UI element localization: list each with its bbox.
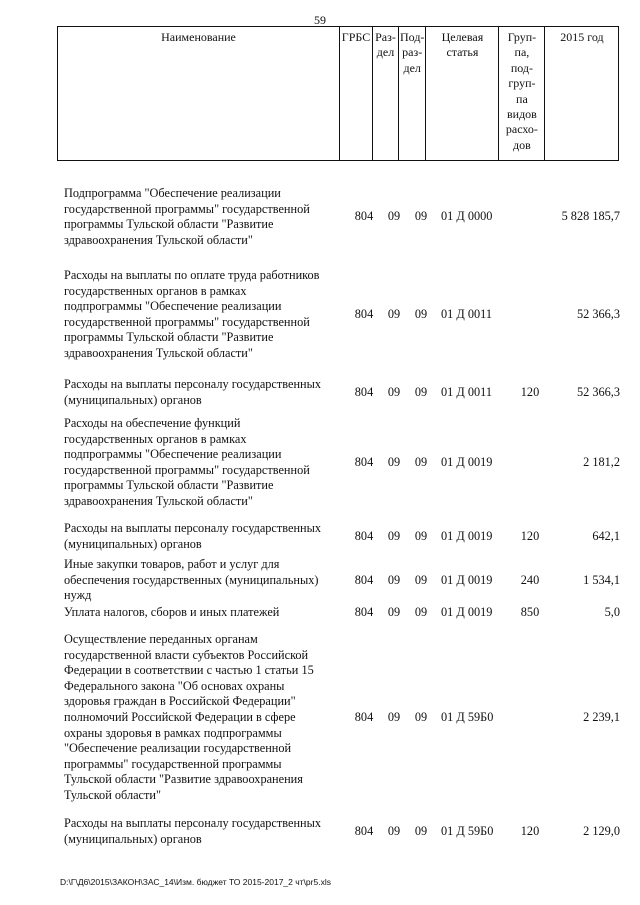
cell-amount-2015: 5 828 185,7 bbox=[561, 209, 620, 223]
cell-name-line: программы Тульской области "Развитие bbox=[64, 330, 274, 345]
cell-razdel: 09 bbox=[387, 209, 401, 223]
cell-name-line: программы" государственной программы bbox=[64, 756, 282, 771]
cell-podrazdel: 09 bbox=[414, 307, 428, 321]
cell-grbs: 804 bbox=[354, 209, 374, 223]
cell-razdel: 09 bbox=[387, 385, 401, 399]
cell-grbs: 804 bbox=[354, 824, 374, 838]
cell-target-article: 01 Д 0019 bbox=[441, 455, 493, 469]
cell-name-line: государственных органов в рамках bbox=[64, 431, 247, 446]
cell-name-line: Расходы на выплаты по оплате труда работников bbox=[64, 268, 320, 282]
cell-target-article: 01 Д 0019 bbox=[441, 573, 493, 587]
cell-expense-group: 850 bbox=[520, 605, 540, 619]
cell-name-line: государственной программы" государственной bbox=[64, 201, 310, 216]
cell-grbs: 804 bbox=[354, 529, 374, 543]
cell-podrazdel: 09 bbox=[414, 385, 428, 399]
cell-target-article: 01 Д 0011 bbox=[441, 307, 492, 321]
cell-name-line: здравоохранения Тульской области" bbox=[64, 493, 253, 508]
cell-amount-2015: 5,0 bbox=[604, 605, 620, 619]
cell-razdel: 09 bbox=[387, 824, 401, 838]
page-number: 59 bbox=[314, 13, 326, 27]
cell-target-article: 01 Д 59Б0 bbox=[441, 824, 494, 838]
header-group-line: расхо- bbox=[505, 122, 538, 137]
cell-amount-2015: 2 239,1 bbox=[583, 710, 620, 724]
cell-amount-2015: 642,1 bbox=[592, 529, 620, 543]
cell-podrazdel: 09 bbox=[414, 710, 428, 724]
header-group-line: под- bbox=[510, 60, 534, 75]
cell-razdel: 09 bbox=[387, 573, 401, 587]
cell-name bbox=[64, 416, 342, 510]
header-group-line: видов bbox=[506, 107, 537, 122]
cell-amount-2015: 2 129,0 bbox=[583, 824, 620, 838]
cell-name-line: государственных органов в рамках bbox=[64, 283, 247, 298]
cell-razdel: 09 bbox=[387, 455, 401, 469]
cell-name-line: Иные закупки товаров, работ и услуг для bbox=[64, 557, 280, 571]
header-target bbox=[426, 27, 499, 161]
header-target-line: Целевая bbox=[441, 30, 484, 44]
header-podrazdel bbox=[399, 27, 426, 161]
cell-name-line: (муниципальных) органов bbox=[64, 392, 202, 407]
header-year: 2015 год bbox=[545, 27, 619, 161]
header-razdel bbox=[373, 27, 399, 161]
cell-name-line: Расходы на обеспечение функций bbox=[64, 416, 241, 430]
header-group-line: па, bbox=[514, 45, 530, 60]
cell-name-line: обеспечения государственных (муниципальных) bbox=[64, 572, 319, 587]
cell-name-line: Подпрограмма "Обеспечение реализации bbox=[64, 186, 281, 200]
header-podrazdel-line: дел bbox=[403, 60, 421, 75]
cell-name-line: государственной власти субъектов Российской bbox=[64, 647, 309, 662]
cell-grbs: 804 bbox=[354, 605, 374, 619]
cell-podrazdel: 09 bbox=[414, 824, 428, 838]
cell-expense-group: 240 bbox=[520, 573, 540, 587]
cell-name-line: Расходы на выплаты персоналу государственных bbox=[64, 521, 322, 535]
cell-name-line: здоровья граждан в Российской Федерации" bbox=[64, 694, 296, 709]
cell-name bbox=[64, 557, 342, 604]
cell-name-line: Уплата налогов, сборов и иных платежей bbox=[64, 605, 280, 619]
cell-name-line: охраны здоровья в рамках подпрограммы bbox=[64, 725, 282, 740]
cell-target-article: 01 Д 0019 bbox=[441, 529, 493, 543]
cell-name-line: нужд bbox=[64, 588, 92, 603]
header-group-line: па bbox=[516, 91, 528, 106]
header-podrazdel-line: Под- bbox=[400, 30, 425, 44]
cell-name-line: (муниципальных) органов bbox=[64, 831, 202, 846]
cell-grbs: 804 bbox=[354, 307, 374, 321]
cell-name-line: Тульской области "Развитие здравоохранения bbox=[64, 772, 303, 787]
cell-podrazdel: 09 bbox=[414, 573, 428, 587]
cell-target-article: 01 Д 59Б0 bbox=[441, 710, 494, 724]
cell-name-line: Расходы на выплаты персоналу государственных bbox=[64, 377, 322, 391]
cell-podrazdel: 09 bbox=[414, 455, 428, 469]
cell-name-line: Федерации в соответствии с частью 1 статьи 15 bbox=[64, 663, 314, 678]
cell-amount-2015: 1 534,1 bbox=[583, 573, 620, 587]
cell-razdel: 09 bbox=[387, 605, 401, 619]
cell-razdel: 09 bbox=[387, 710, 401, 724]
cell-razdel: 09 bbox=[387, 307, 401, 321]
cell-expense-group: 120 bbox=[520, 385, 540, 399]
header-group bbox=[499, 27, 545, 161]
cell-amount-2015: 52 366,3 bbox=[576, 385, 620, 399]
cell-name-line: "Обеспечение реализации государственной bbox=[64, 741, 292, 756]
cell-expense-group: 120 bbox=[520, 824, 540, 838]
header-razdel-line: Раз- bbox=[375, 30, 396, 44]
cell-name-line: подпрограммы "Обеспечение реализации bbox=[64, 447, 282, 462]
cell-target-article: 01 Д 0011 bbox=[441, 385, 492, 399]
cell-grbs: 804 bbox=[354, 455, 374, 469]
cell-name-line: Расходы на выплаты персоналу государственных bbox=[64, 816, 322, 830]
header-group-line: груп- bbox=[508, 76, 536, 91]
header-target-line: статья bbox=[446, 45, 479, 60]
cell-grbs: 804 bbox=[354, 385, 374, 399]
cell-name-line: программы Тульской области "Развитие bbox=[64, 217, 274, 232]
cell-target-article: 01 Д 0000 bbox=[441, 209, 493, 223]
cell-name-line: здравоохранения Тульской области" bbox=[64, 345, 253, 360]
cell-name-line: подпрограммы "Обеспечение реализации bbox=[64, 299, 282, 314]
cell-name bbox=[64, 632, 342, 804]
cell-podrazdel: 09 bbox=[414, 209, 428, 223]
file-path-footer: D:\Г\Д6\2015\ЗАКОН\ЗАС_14\Изм. бюджет ТО 2015-2017_2 чт\pr5.xls bbox=[60, 877, 331, 887]
cell-name bbox=[64, 605, 342, 621]
header-group-line: дов bbox=[513, 137, 531, 152]
cell-name bbox=[64, 521, 342, 552]
cell-amount-2015: 52 366,3 bbox=[576, 307, 620, 321]
cell-name-line: Федерального закона "Об основах охраны bbox=[64, 678, 285, 693]
header-podrazdel-line: раз- bbox=[402, 45, 423, 60]
cell-name-line: (муниципальных) органов bbox=[64, 536, 202, 551]
cell-grbs: 804 bbox=[354, 710, 374, 724]
header-grbs: ГРБС bbox=[340, 27, 373, 161]
cell-grbs: 804 bbox=[354, 573, 374, 587]
cell-name-line: программы Тульской области "Развитие bbox=[64, 478, 274, 493]
cell-name bbox=[64, 377, 342, 408]
cell-name bbox=[64, 816, 342, 847]
header-razdel-line: дел bbox=[376, 45, 395, 60]
header-name: Наименование bbox=[58, 27, 340, 161]
header-group-line: Груп- bbox=[507, 30, 537, 44]
cell-podrazdel: 09 bbox=[414, 529, 428, 543]
cell-expense-group: 120 bbox=[520, 529, 540, 543]
cell-name-line: Осуществление переданных органам bbox=[64, 632, 258, 646]
cell-target-article: 01 Д 0019 bbox=[441, 605, 493, 619]
cell-name-line: здравоохранения Тульской области" bbox=[64, 232, 253, 247]
cell-name bbox=[64, 268, 342, 362]
cell-amount-2015: 2 181,2 bbox=[583, 455, 620, 469]
cell-name bbox=[64, 186, 342, 248]
cell-razdel: 09 bbox=[387, 529, 401, 543]
cell-podrazdel: 09 bbox=[414, 605, 428, 619]
cell-name-line: государственной программы" государственной bbox=[64, 314, 310, 329]
cell-name-line: государственной программы" государственной bbox=[64, 462, 310, 477]
table-header bbox=[57, 26, 619, 161]
cell-name-line: полномочий Российской Федерации в сфере bbox=[64, 709, 296, 724]
cell-name-line: Тульской области" bbox=[64, 787, 161, 802]
